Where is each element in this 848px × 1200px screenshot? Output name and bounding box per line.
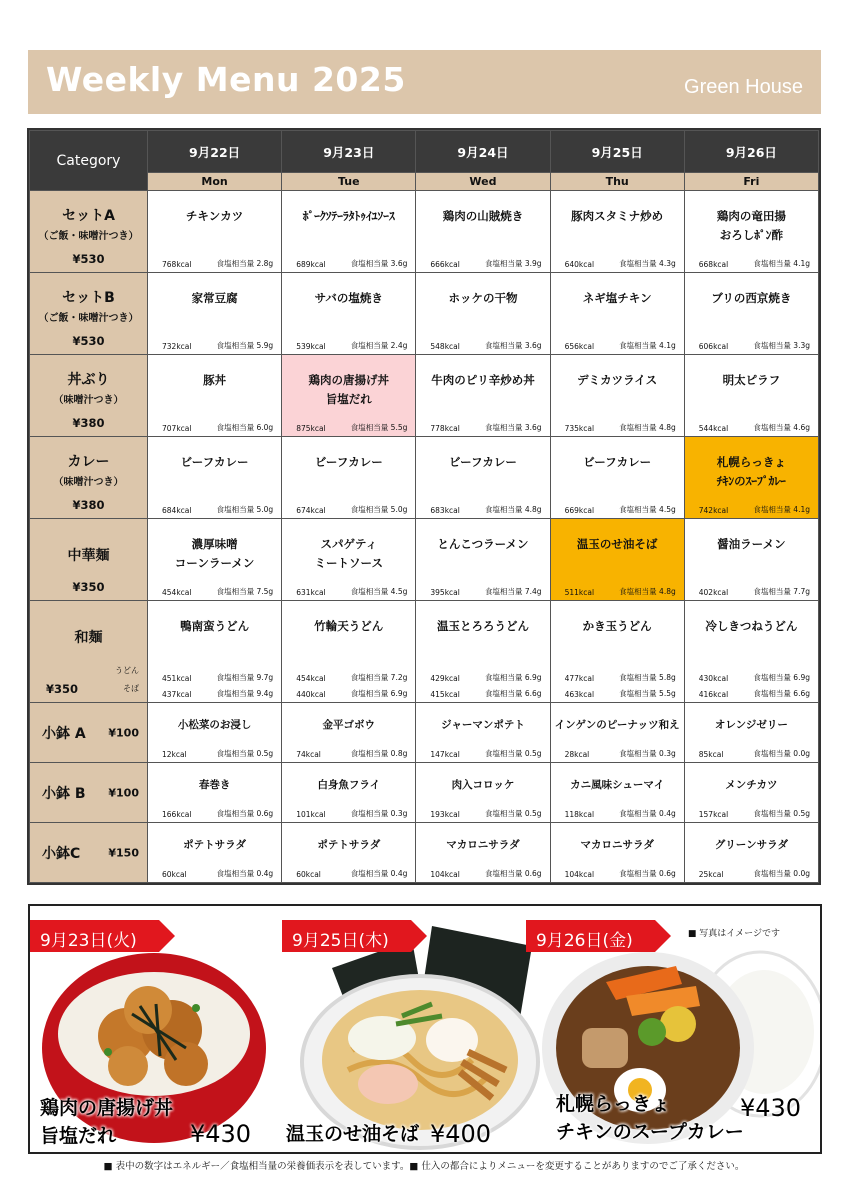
dish-kcal: 60kcal [296, 870, 321, 879]
menu-cell [282, 355, 416, 437]
dish-name: 鶏肉の山賊焼き [442, 209, 524, 223]
date-header: 9月25日 [550, 131, 684, 173]
dish-name: スパゲティ ミートソース [314, 537, 383, 570]
dish-name: 小松菜のお浸し [177, 719, 252, 731]
dish-kcal: 674kcal [296, 506, 326, 515]
dish-salt: 食塩相当量 4.5g [619, 505, 676, 514]
dish-kcal: 402kcal [698, 588, 729, 597]
category-header: Category [30, 131, 148, 191]
category-cell [30, 763, 148, 823]
dish-kcal: 668kcal [698, 260, 729, 269]
dish-name: ﾎﾟｰｸｿﾃｰﾗﾀﾄｩｲﾕｿｰｽ [302, 209, 395, 223]
dish-kcal: 28kcal [564, 750, 590, 759]
dish-kcal: 511kcal [564, 588, 595, 597]
dish-kcal: 454kcal [162, 588, 192, 597]
category-sub: （味噌汁つき） [53, 395, 124, 406]
dish-kcal: 640kcal [564, 260, 595, 269]
dish-kcal: 875kcal [296, 424, 326, 433]
dish-kcal: 12kcal [162, 750, 187, 759]
menu-cell [550, 355, 684, 437]
dish-salt: 食塩相当量 4.8g [619, 587, 676, 596]
dish-kcal: 429kcal [430, 674, 460, 683]
weekday-header: Fri [684, 173, 818, 191]
menu-cell [416, 191, 550, 273]
menu-cell [684, 823, 818, 883]
category-sub: （ご飯・味噌汁つき） [38, 313, 139, 324]
menu-cell [148, 355, 282, 437]
dish-name: 冷しきつねうどん [705, 619, 798, 633]
dish-salt: 食塩相当量 0.4g [350, 869, 408, 878]
dish-salt-soba: 食塩相当量 5.5g [619, 689, 676, 698]
dish-kcal: 25kcal [698, 870, 724, 879]
dish-name: カニ風味シューマイ [570, 779, 665, 791]
dish-kcal: 778kcal [430, 424, 460, 433]
dish-salt: 食塩相当量 0.0g [753, 869, 810, 878]
dish-kcal: 656kcal [564, 342, 595, 351]
menu-cell [550, 519, 684, 601]
category-name: 中華麺 [67, 548, 110, 564]
dish-salt-soba: 食塩相当量 6.6g [484, 689, 542, 698]
dish-salt: 食塩相当量 0.4g [216, 869, 274, 878]
dish-salt: 食塩相当量 4.1g [753, 505, 810, 514]
dish-name: 鴨南蛮うどん [180, 619, 250, 633]
menu-cell [684, 703, 818, 763]
menu-row [30, 191, 819, 273]
featured-dish-price: ¥400 [430, 1120, 492, 1148]
category-name: 小鉢C [42, 845, 81, 862]
dish-salt: 食塩相当量 0.0g [753, 749, 810, 758]
weekday-header: Tue [282, 173, 416, 191]
dish-salt: 食塩相当量 5.9g [216, 341, 274, 350]
category-cell [30, 437, 148, 519]
dish-salt: 食塩相当量 5.5g [350, 423, 408, 432]
dish-salt-soba: 食塩相当量 6.9g [350, 689, 408, 698]
menu-cell [550, 191, 684, 273]
category-name: カレー [67, 454, 110, 470]
menu-cell [684, 273, 818, 355]
dish-kcal-soba: 463kcal [564, 690, 595, 699]
dish-kcal: 118kcal [564, 810, 595, 819]
dish-salt: 食塩相当量 4.3g [619, 259, 676, 268]
dish-kcal: 74kcal [296, 750, 321, 759]
dish-salt: 食塩相当量 2.8g [216, 259, 274, 268]
menu-cell [148, 191, 282, 273]
dish-salt: 食塩相当量 9.7g [216, 673, 274, 682]
dish-kcal: 451kcal [162, 674, 192, 683]
menu-cell [282, 519, 416, 601]
category-sub-soba: そば [123, 684, 139, 693]
menu-cell [282, 601, 416, 703]
dish-name: 温玉のせ油そば [576, 537, 658, 551]
dish-salt: 食塩相当量 5.8g [619, 673, 676, 682]
featured-dish-name: 温玉のせ油そば [286, 1123, 420, 1145]
menu-cell [684, 437, 818, 519]
dish-kcal: 477kcal [564, 674, 595, 683]
dish-name: 家常豆腐 [191, 291, 238, 305]
dish-salt: 食塩相当量 4.8g [484, 505, 542, 514]
dish-salt: 食塩相当量 0.3g [350, 809, 408, 818]
dish-salt: 食塩相当量 7.4g [484, 587, 542, 596]
menu-cell [550, 703, 684, 763]
category-sub: （ご飯・味噌汁つき） [38, 231, 139, 242]
dish-kcal-soba: 440kcal [296, 690, 326, 699]
dish-kcal: 732kcal [162, 342, 192, 351]
menu-cell [416, 823, 550, 883]
featured-dish-name: 札幌らっきょ チキンのスープカレー [556, 1093, 744, 1143]
category-price: ¥350 [72, 580, 105, 594]
featured-dish-price: ¥430 [190, 1120, 252, 1148]
page-header [28, 50, 821, 114]
dish-kcal: 60kcal [162, 870, 187, 879]
dish-kcal: 147kcal [430, 750, 460, 759]
dish-salt: 食塩相当量 0.6g [216, 809, 274, 818]
dish-kcal: 104kcal [564, 870, 595, 879]
menu-row [30, 763, 819, 823]
dish-name: 醤油ラーメン [717, 537, 786, 551]
dish-salt: 食塩相当量 0.8g [350, 749, 408, 758]
featured-dish-name: 鶏肉の唐揚げ丼 旨塩だれ [40, 1097, 174, 1147]
menu-row [30, 823, 819, 883]
weekday-header: Wed [416, 173, 550, 191]
dish-salt: 食塩相当量 0.6g [484, 869, 542, 878]
dish-salt: 食塩相当量 7.2g [350, 673, 408, 682]
dish-kcal: 683kcal [430, 506, 460, 515]
dish-salt: 食塩相当量 6.9g [484, 673, 542, 682]
dish-kcal: 166kcal [162, 810, 192, 819]
category-price: ¥100 [108, 726, 139, 739]
category-cell [30, 703, 148, 763]
dish-name: とんこつラーメン [437, 537, 529, 551]
dish-name: 鶏肉の唐揚げ丼 旨塩だれ [308, 373, 390, 406]
menu-cell [550, 823, 684, 883]
date-header: 9月26日 [684, 131, 818, 173]
dish-kcal: 768kcal [162, 260, 192, 269]
menu-cell [550, 437, 684, 519]
dish-name: オレンジゼリー [714, 719, 788, 731]
menu-cell [416, 703, 550, 763]
dish-kcal: 193kcal [430, 810, 460, 819]
dish-name: ビーフカレー [583, 455, 652, 469]
category-price: ¥530 [72, 252, 105, 266]
category-sub: （味噌汁つき） [53, 477, 124, 488]
page-title: Weekly Menu 2025 [46, 60, 406, 99]
category-cell [30, 519, 148, 601]
menu-cell [148, 519, 282, 601]
dish-name: 明太ピラフ [722, 373, 781, 387]
menu-cell [684, 191, 818, 273]
dish-name: 札幌らっきょ ﾁｷﾝのｽｰﾌﾟｶﾚｰ [716, 455, 786, 488]
image-note: ■ 写真はイメージです [687, 929, 780, 939]
category-name: セットB [62, 290, 115, 306]
category-price: ¥380 [72, 416, 105, 430]
dish-salt: 食塩相当量 0.5g [484, 749, 542, 758]
dish-name: サバの塩焼き [314, 291, 383, 305]
category-cell [30, 601, 148, 703]
dish-kcal: 606kcal [698, 342, 729, 351]
dish-kcal: 684kcal [162, 506, 192, 515]
dish-kcal: 430kcal [698, 674, 729, 683]
menu-cell [684, 601, 818, 703]
dish-name: ビーフカレー [180, 455, 249, 469]
featured-date-tag: 9月26日(金) [526, 920, 655, 952]
dish-salt: 食塩相当量 0.5g [216, 749, 274, 758]
menu-cell [416, 437, 550, 519]
dish-kcal: 85kcal [698, 750, 724, 759]
dish-salt: 食塩相当量 3.9g [484, 259, 542, 268]
dish-name: グリーンサラダ [714, 839, 788, 851]
dish-salt: 食塩相当量 0.3g [619, 749, 676, 758]
dish-name: 豚丼 [203, 373, 227, 387]
category-cell [30, 191, 148, 273]
menu-cell [684, 519, 818, 601]
dish-name: デミカツライス [577, 373, 658, 387]
category-cell [30, 273, 148, 355]
brand-logo: Green House [684, 76, 803, 98]
featured-date-tag: 9月23日(火) [30, 920, 159, 952]
dish-name: ブリの西京焼き [711, 291, 792, 305]
dish-name: かき玉うどん [582, 619, 652, 633]
dish-salt: 食塩相当量 3.6g [350, 259, 408, 268]
dish-name: ネギ塩チキン [582, 291, 652, 305]
dish-name: 温玉とろろうどん [436, 619, 529, 633]
dish-salt: 食塩相当量 5.0g [350, 505, 408, 514]
dish-name: 竹輪天うどん [314, 619, 384, 633]
dish-kcal: 689kcal [296, 260, 326, 269]
menu-cell [550, 763, 684, 823]
featured-dishes [28, 904, 822, 1154]
category-name: 和麺 [74, 630, 103, 646]
dish-kcal: 707kcal [162, 424, 192, 433]
weekday-header: Mon [148, 173, 282, 191]
menu-row [30, 355, 819, 437]
menu-cell [416, 519, 550, 601]
dish-name: ビーフカレー [449, 455, 517, 469]
menu-cell [282, 273, 416, 355]
dish-kcal: 548kcal [430, 342, 460, 351]
dish-name: 豚肉スタミナ炒め [571, 209, 664, 223]
category-name: セットA [62, 208, 115, 224]
menu-cell [282, 703, 416, 763]
dish-salt: 食塩相当量 3.6g [484, 341, 542, 350]
menu-cell [550, 273, 684, 355]
dish-salt: 食塩相当量 4.1g [753, 259, 810, 268]
dish-salt: 食塩相当量 6.0g [216, 423, 274, 432]
menu-cell [148, 703, 282, 763]
dish-name: ビーフカレー [314, 455, 383, 469]
dish-name: ジャーマンポテト [441, 719, 525, 731]
dish-salt: 食塩相当量 0.6g [619, 869, 676, 878]
menu-cell [148, 437, 282, 519]
dish-salt: 食塩相当量 4.5g [350, 587, 408, 596]
menu-cell [282, 763, 416, 823]
menu-row [30, 519, 819, 601]
dish-kcal-soba: 416kcal [698, 690, 729, 699]
dish-kcal: 104kcal [430, 870, 460, 879]
category-cell [30, 355, 148, 437]
dish-name: 牛肉のピリ辛炒め丼 [431, 373, 535, 387]
menu-cell [148, 273, 282, 355]
category-sub-udon: うどん [115, 666, 139, 675]
menu-cell [282, 437, 416, 519]
featured-date-tag: 9月25日(木) [282, 920, 411, 952]
category-price: ¥380 [72, 498, 105, 512]
dish-name: チキンカツ [185, 209, 244, 223]
dish-kcal: 742kcal [698, 506, 729, 515]
dish-salt: 食塩相当量 5.0g [216, 505, 274, 514]
category-price: ¥350 [46, 682, 79, 696]
category-name: 小鉢 A [42, 725, 86, 742]
category-price: ¥100 [108, 786, 139, 799]
menu-cell [282, 191, 416, 273]
dish-kcal: 157kcal [698, 810, 729, 819]
menu-row [30, 703, 819, 763]
dish-salt: 食塩相当量 6.9g [753, 673, 810, 682]
dish-name: マカロニサラダ [580, 839, 654, 851]
category-price: ¥530 [72, 334, 105, 348]
dish-salt: 食塩相当量 0.5g [753, 809, 810, 818]
dish-kcal: 544kcal [698, 424, 729, 433]
dish-name: ポテトサラダ [183, 839, 247, 851]
dish-name: ポテトサラダ [317, 839, 381, 851]
dish-name: 金平ゴボウ [322, 719, 376, 731]
dish-kcal-soba: 415kcal [430, 690, 460, 699]
dish-kcal: 735kcal [564, 424, 595, 433]
date-header: 9月23日 [282, 131, 416, 173]
dish-kcal: 395kcal [430, 588, 460, 597]
dish-salt: 食塩相当量 4.8g [619, 423, 676, 432]
dish-salt: 食塩相当量 4.6g [753, 423, 810, 432]
dish-salt: 食塩相当量 3.3g [753, 341, 810, 350]
dish-kcal: 631kcal [296, 588, 326, 597]
date-header: 9月24日 [416, 131, 550, 173]
category-name: 小鉢 B [42, 785, 86, 802]
featured-dish-price: ¥430 [740, 1094, 802, 1122]
dish-salt-soba: 食塩相当量 6.6g [753, 689, 810, 698]
dish-name: 濃厚味噌 コーンラーメン [174, 537, 255, 570]
category-name: 丼ぶり [67, 372, 110, 388]
menu-row [30, 601, 819, 703]
dish-salt: 食塩相当量 4.1g [619, 341, 676, 350]
dish-kcal: 101kcal [296, 810, 326, 819]
dish-name: マカロニサラダ [446, 839, 520, 851]
dish-kcal: 454kcal [296, 674, 326, 683]
dish-kcal-soba: 437kcal [162, 690, 192, 699]
dish-kcal: 666kcal [430, 260, 460, 269]
menu-cell [684, 763, 818, 823]
dish-name: 鶏肉の竜田揚 おろしﾎﾟﾝ酢 [716, 209, 786, 242]
menu-cell [684, 355, 818, 437]
dish-salt-soba: 食塩相当量 9.4g [216, 689, 274, 698]
dish-salt: 食塩相当量 3.6g [484, 423, 542, 432]
dish-salt: 食塩相当量 0.4g [619, 809, 676, 818]
date-header: 9月22日 [148, 131, 282, 173]
menu-cell [148, 823, 282, 883]
dish-name: 春巻き [198, 779, 231, 791]
menu-row [30, 273, 819, 355]
menu-cell [550, 601, 684, 703]
dish-salt: 食塩相当量 2.4g [350, 341, 408, 350]
menu-cell [416, 763, 550, 823]
dish-salt: 食塩相当量 7.7g [753, 587, 810, 596]
menu-cell [416, 355, 550, 437]
dish-name: インゲンのピーナッツ和え [554, 719, 680, 731]
dish-name: 白身魚フライ [317, 779, 381, 791]
dish-name: ホッケの干物 [448, 291, 518, 305]
weekday-header: Thu [550, 173, 684, 191]
dish-salt: 食塩相当量 0.5g [484, 809, 542, 818]
footnote: ■ 表中の数字はエネルギー／食塩相当量の栄養価表示を表しています。■ 仕入の都合によりメニューを変更することがありますのでご了承ください。 [103, 1161, 745, 1172]
menu-table [27, 128, 821, 885]
menu-row [30, 437, 819, 519]
menu-cell [416, 601, 550, 703]
dish-name: 肉入コロッケ [451, 779, 515, 791]
category-price: ¥150 [108, 846, 139, 859]
abura-soba-photo [292, 920, 542, 1152]
category-cell [30, 823, 148, 883]
dish-kcal: 669kcal [564, 506, 595, 515]
dish-name: メンチカツ [725, 779, 778, 791]
dish-salt: 食塩相当量 7.5g [216, 587, 274, 596]
menu-cell [416, 273, 550, 355]
menu-cell [148, 601, 282, 703]
menu-cell [148, 763, 282, 823]
menu-cell [282, 823, 416, 883]
dish-kcal: 539kcal [296, 342, 326, 351]
